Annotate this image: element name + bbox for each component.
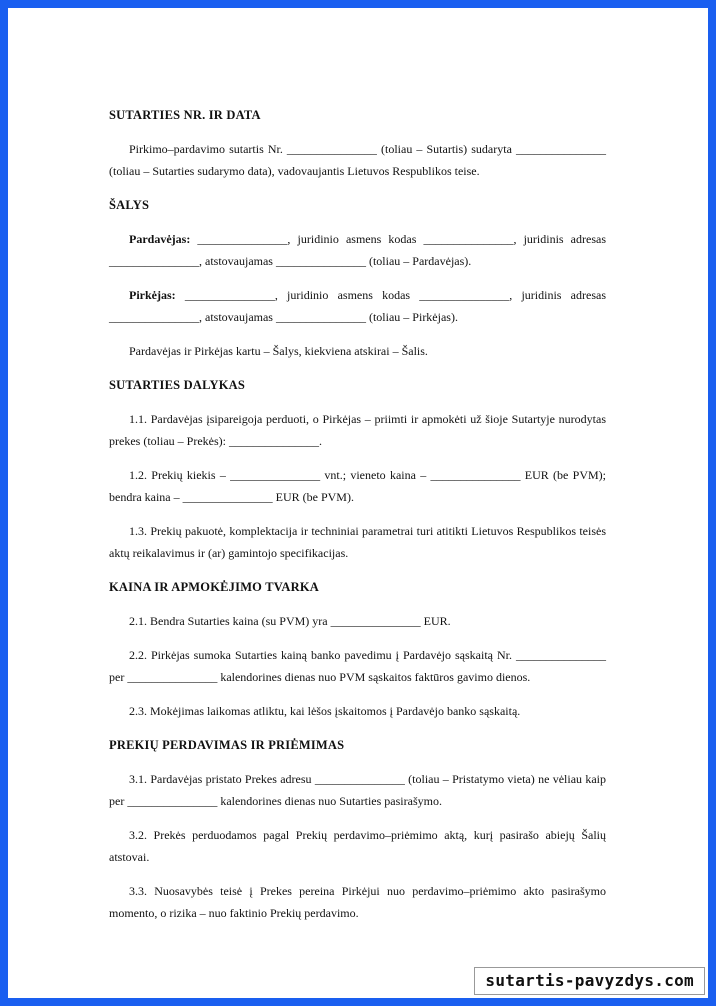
paragraph: 1.1. Pardavėjas įsipareigoja perduoti, o Pirkėjas – priimti ir apmokėti už šioje Sutartyje nurodytas prekes (toliau – Prekės): _______________.: [109, 412, 606, 448]
document-content: [109, 104, 606, 936]
buyer-label: Pirkėjas:: [129, 288, 176, 302]
section-heading: KAINA IR APMOKĖJIMO TVARKA: [109, 580, 319, 594]
watermark-link[interactable]: sutartis-pavyzdys.com: [474, 967, 705, 995]
parties-paragraph: Pardavėjas ir Pirkėjas kartu – Šalys, kiekviena atskirai – Šalis.: [129, 344, 428, 358]
section-parties: [109, 194, 606, 362]
seller-paragraph: [109, 228, 606, 272]
paragraph: 1.2. Prekių kiekis – _______________ vnt.; vieneto kaina – _______________ EUR (be PVM); bendra kaina – _______________ EUR (be PVM).: [109, 468, 606, 504]
section-price-payment: [109, 576, 606, 722]
document-page: [8, 8, 708, 998]
section-heading: PREKIŲ PERDAVIMAS IR PRIĖMIMAS: [109, 738, 345, 752]
buyer-text: _______________, juridinio asmens kodas _______________, juridinis adresas _______________, atstovaujamas _______________ (toliau – Pirkėjas).: [109, 288, 606, 324]
seller-text: _______________, juridinio asmens kodas _______________, juridinis adresas _______________, atstovaujamas _______________ (toliau – Pardavėjas).: [109, 232, 606, 268]
paragraph: 2.2. Pirkėjas sumoka Sutarties kainą banko pavedimu į Pardavėjo sąskaitą Nr. _______________ per _______________ kalendorines dienas nuo PVM sąskaitos faktūros gavimo dienos.: [109, 648, 606, 684]
paragraph: 3.1. Pardavėjas pristato Prekes adresu _______________ (toliau – Pristatymo vieta) ne vėliau kaip per _______________ kalendorines dienas nuo Sutarties pasirašymo.: [109, 772, 606, 808]
buyer-paragraph: [109, 284, 606, 328]
paragraph: 1.3. Prekių pakuotė, komplektacija ir techniniai parametrai turi atitikti Lietuvos Respublikos teisės aktų reikalavimus ir (ar) gamintojo specifikacijas.: [109, 524, 606, 560]
paragraph: 3.2. Prekės perduodamos pagal Prekių perdavimo–priėmimo aktą, kurį pasirašo abiejų Šalių atstovai.: [109, 828, 606, 864]
paragraph: 2.1. Bendra Sutarties kaina (su PVM) yra _______________ EUR.: [129, 614, 451, 628]
section-heading: SUTARTIES NR. IR DATA: [109, 108, 261, 122]
section-subject: [109, 374, 606, 564]
seller-label: Pardavėjas:: [129, 232, 191, 246]
section-contract-number-date: [109, 104, 606, 182]
section-delivery-acceptance: [109, 734, 606, 924]
section-heading: SUTARTIES DALYKAS: [109, 378, 245, 392]
paragraph: Pirkimo–pardavimo sutartis Nr. _______________ (toliau – Sutartis) sudaryta _______________ (toliau – Sutarties sudarymo data), vadovaujantis Lietuvos Respublikos teise.: [109, 142, 606, 178]
paragraph: 3.3. Nuosavybės teisė į Prekes pereina Pirkėjui nuo perdavimo–priėmimo akto pasirašymo momento, o rizika – nuo faktinio Prekių perdavimo.: [109, 884, 606, 920]
paragraph: 2.3. Mokėjimas laikomas atliktu, kai lėšos įskaitomos į Pardavėjo banko sąskaitą.: [129, 704, 521, 718]
section-heading: ŠALYS: [109, 198, 150, 212]
